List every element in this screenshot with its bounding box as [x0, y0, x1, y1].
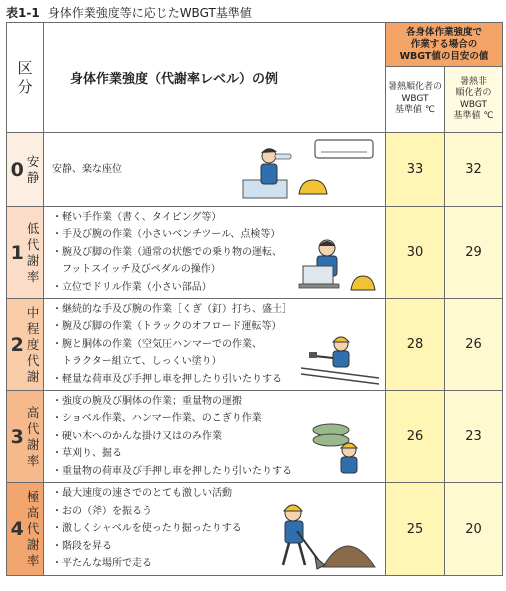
level-cell: [7, 299, 44, 391]
non-acclimatized-value: 29: [445, 207, 503, 299]
list-item: ・軽量な荷車及び手押し車を押したり引いたりする: [52, 373, 282, 385]
list-item: ・階段を昇る: [52, 540, 112, 552]
wbgt-table: [6, 22, 503, 576]
list-item: トラクター組立て、しっくい塗り）: [52, 356, 222, 368]
level-label: 安 静: [26, 153, 40, 185]
level-cell: [7, 207, 44, 299]
description-cell: [44, 207, 386, 299]
table-title: [6, 4, 252, 21]
list-item: フットスイッチ及びペダルの操作）: [52, 264, 221, 276]
acclimatized-value: 25: [386, 483, 445, 576]
level-number: 4: [10, 518, 24, 540]
list-item: ・腕及び脚の作業（通常の状態での乗り物の運転、: [52, 246, 282, 258]
non-acclimatized-value: 20: [445, 483, 503, 576]
list-item: ・平たんな場所で走る: [52, 558, 152, 570]
non-acclimatized-value: 23: [445, 391, 503, 483]
list-item: ・手及び腕の作業（小さいベンチツール、点検等）: [52, 229, 281, 241]
level-cell: [7, 391, 44, 483]
list-item: ・軽い手作業（書く、タイピング等）: [52, 211, 222, 223]
level-label: 高 代 謝 率: [26, 404, 40, 468]
worker-hammering-illustration: [301, 330, 379, 386]
level-number: 3: [10, 425, 24, 448]
level-label: 中 程 度 代 謝: [26, 304, 40, 384]
description-cell: [44, 483, 386, 576]
list-item: ・継続的な手及び腕の作業［くぎ（釘）打ち、盛土］: [52, 303, 292, 315]
list-item: ・重量物の荷車及び手押し車を押したり引いたりする: [52, 465, 292, 477]
wbgt-group-header: 各身体作業強度で 作業する場合の WBGT値の目安の値: [386, 23, 503, 67]
table-title-text: 身体作業強度等に応じたWBGT基準値: [47, 6, 252, 20]
list-item: ・おの（斧）を振るう: [52, 505, 152, 517]
acclimatized-value: 26: [386, 391, 445, 483]
list-item: 安静、楽な座位: [52, 163, 122, 175]
table-row: [7, 391, 503, 483]
category-header: 区 分: [7, 23, 44, 133]
acclimatized-value: 30: [386, 207, 445, 299]
list-item: ・最大速度の速さでのとても激しい活動: [52, 488, 232, 500]
level-label: 低 代 謝 率: [26, 220, 40, 284]
list-item: ・激しくシャベルを使ったり掘ったりする: [52, 523, 242, 535]
description-cell: [44, 391, 386, 483]
level-number: 1: [10, 241, 24, 264]
worker-shoveling-illustration: [267, 495, 379, 571]
worker-carrying-bags-illustration: [309, 422, 379, 478]
level-cell: [7, 483, 44, 576]
level-number: 0: [10, 158, 24, 181]
list-item: ・立位でドリル作業（小さい部品）: [52, 281, 212, 293]
list-item: ・草刈り、掘る: [52, 448, 122, 460]
list-item: ・硬い木へのかんな掛け又はのみ作業: [52, 430, 222, 442]
list-item: ・強度の腕及び胴体の作業；重量物の運搬: [52, 395, 242, 407]
table-row: [7, 299, 503, 391]
description-cell: [44, 299, 386, 391]
list-item: ・腕及び脚の作業（トラックのオフロード運転等）: [52, 321, 282, 333]
acclimatized-header: 暑熱順化者の WBGT 基準値 ℃: [386, 67, 445, 133]
acclimatized-value: 28: [386, 299, 445, 391]
level-label: 極 高 代 謝 率: [26, 489, 40, 568]
non-acclimatized-header: 暑熱非 順化者の WBGT 基準値 ℃: [445, 67, 503, 133]
table-row: [7, 483, 503, 576]
description-header: 身体作業強度（代謝率レベル）の例: [44, 23, 386, 133]
worker-laptop-illustration: [295, 236, 379, 294]
acclimatized-value: 33: [386, 133, 445, 207]
list-item: ・ショベル作業、ハンマー作業、のこぎり作業: [52, 413, 262, 425]
worker-resting-drinking-illustration: [239, 136, 379, 202]
table-row: [7, 207, 503, 299]
level-cell: [7, 133, 44, 207]
list-item: ・腕と胴体の作業（空気圧ハンマーでの作業、: [52, 338, 262, 350]
non-acclimatized-value: 26: [445, 299, 503, 391]
description-cell: [44, 133, 386, 207]
level-number: 2: [10, 333, 24, 356]
table-row: [7, 133, 503, 207]
table-number: 表1-1: [6, 6, 40, 20]
non-acclimatized-value: 32: [445, 133, 503, 207]
